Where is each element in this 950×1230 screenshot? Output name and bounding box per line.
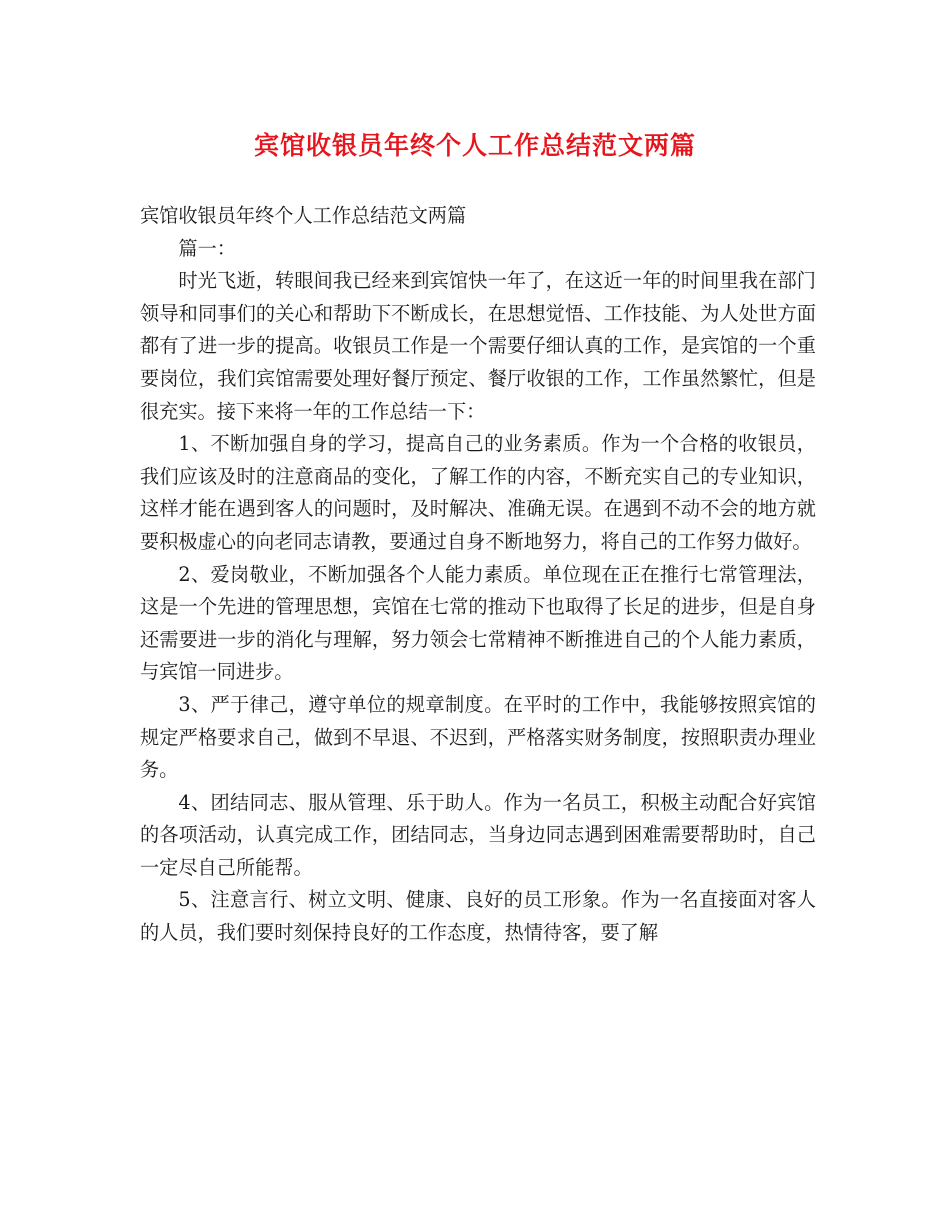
paragraph-item-1: 1、不断加强自身的学习，提高自己的业务素质。作为一个合格的收银员，我们应该及时的注意商品的变化，了解工作的内容，不断充实自己的专业知识，这样才能在遇到客人的问题时，及时解决、准确无误。在遇到不动不会的地方就要积极虚心的向老同志请教，要通过自身不断地努力，将自己的工作努力做好。 bbox=[140, 432, 816, 553]
paragraph-intro: 时光飞逝，转眼间我已经来到宾馆快一年了，在这近一年的时间里我在部门领导和同事们的关心和帮助下不断成长，在思想觉悟、工作技能、为人处世方面都有了进一步的提高。收银员工作是一个需要仔细认真的工作，是宾馆的一个重要岗位，我们宾馆需要处理好餐厅预定、餐厅收银的工作，工作虽然繁忙，但是很充实。接下来将一年的工作总结一下： bbox=[140, 269, 816, 423]
paragraph-item-4: 4、团结同志、服从管理、乐于助人。作为一名员工，积极主动配合好宾馆的各项活动，认真完成工作，团结同志，当身边同志遇到困难需要帮助时，自己一定尽自己所能帮。 bbox=[140, 790, 816, 879]
section-label: 篇一： bbox=[178, 236, 236, 260]
document-subtitle: 宾馆收银员年终个人工作总结范文两篇 bbox=[140, 204, 467, 227]
document-body bbox=[140, 200, 816, 950]
document-title: 宾馆收银员年终个人工作总结范文两篇 bbox=[253, 131, 696, 160]
paragraph-item-2: 2、爱岗敬业，不断加强各个人能力素质。单位现在正在推行七常管理法，这是一个先进的管理思想，宾馆在七常的推动下也取得了长足的进步，但是自身还需要进一步的消化与理解，努力领会七常精神不断推进自己的个人能力素质，与宾馆一同进步。 bbox=[140, 562, 816, 684]
paragraph-item-5: 5、注意言行、树立文明、健康、良好的员工形象。作为一名直接面对客人的人员，我们要时刻保持良好的工作态度，热情待客，要了解 bbox=[140, 888, 816, 945]
paragraph-item-3: 3、严于律己，遵守单位的规章制度。在平时的工作中，我能够按照宾馆的规定严格要求自己，做到不早退、不迟到，严格落实财务制度，按照职责办理业务。 bbox=[140, 692, 816, 782]
